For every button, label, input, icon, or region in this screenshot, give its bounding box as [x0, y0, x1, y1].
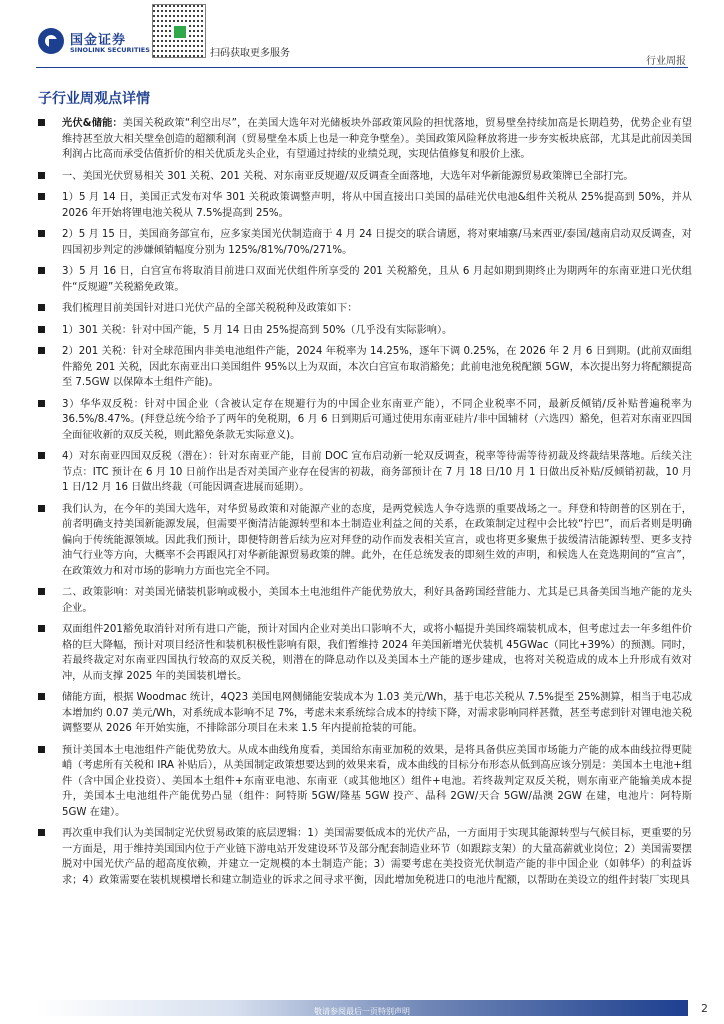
paragraph [38, 622, 692, 684]
bullet-square-icon [38, 119, 45, 126]
paragraph [38, 585, 692, 616]
bullet-square-icon [38, 347, 45, 354]
paragraph [38, 227, 692, 258]
paragraph-text: 4）对东南亚四国双反税（潜在）：针对东南亚产能，目前 DOC 宣布启动新一轮双反调查，税率等待需等待初裁及终裁结果落地。后续关注节点：ITC 预计在 6 月 10 日前作出是否对美国产业存在侵害的初裁，商务部预计在 7 月 18 日/10 月 1 日做出反补贴/反倾销初裁，10 月 1 日/12 月 16 日做出终裁（可能因调查进展而延期）。 [62, 451, 692, 493]
bullet-square-icon [38, 230, 45, 237]
paragraph [38, 264, 692, 295]
section-title: 子行业周观点详情 [38, 91, 150, 107]
qr-caption: 扫码获取更多服务 [210, 48, 290, 59]
paragraph [38, 690, 692, 737]
bullet-square-icon [38, 400, 45, 407]
logo-brand-cn: 国金证券 [70, 33, 127, 48]
paragraph-text: 储能方面，根据 Woodmac 统计，4Q23 美国电网侧储能安装成本为 1.03 美元/Wh，基于电芯关税从 7.5%提至 25%测算，相当于电芯成本增加约 0.07 美元/Wh，对系统成本影响不足 7%，考虑未来系统综合成本的持续下降，对需求影响同样甚微，甚至考虑到针对锂电池关税调整要从 2026 年开始实施，不排除部分项目在未来 1.5 年内提前抢装的可能。 [62, 692, 692, 734]
bullet-square-icon [38, 505, 45, 512]
bullet-square-icon [38, 625, 45, 632]
bullet-square-icon [38, 693, 45, 700]
bullet-square-icon [38, 304, 45, 311]
bullet-square-icon [38, 588, 45, 595]
report-type-label: 行业周报 [646, 56, 686, 67]
report-body [38, 116, 692, 894]
page-number: 2 [701, 1002, 708, 1015]
qr-code-icon[interactable] [152, 4, 206, 58]
page-header [0, 0, 724, 68]
footer-disclaimer: 敬请参阅最后一页特别声明 [314, 1007, 410, 1016]
paragraph-text: 二、政策影响：对美国光储装机影响或极小，美国本土电池组件产能优势放大，利好具备跨国经营能力、尤其是已具备美国当地产能的龙头企业。 [62, 587, 692, 614]
paragraph-lead: 光伏&储能： [62, 118, 123, 129]
paragraph-text: 美国关税政策“利空出尽”，在美国大选年对光储板块外部政策风险的担忧落地，贸易壁垒持续加高是长期趋势，优势企业有望维持甚至放大相关壁垒创造的超额利润（贸易壁垒本质上也是一种竞争壁垒）。美国政策风险释放将进一步夯实板块底部，尤其是此前因美国利润占比高而承受估值折价的相关优质龙头企业，有望通过持续的业绩兑现，实现估值修复和股价上涨。 [62, 118, 692, 160]
bullet-square-icon [38, 746, 45, 753]
paragraph-text: 2）5 月 15 日，美国商务部宣布，应多家美国光伏制造商于 4 月 24 日提交的联合请愿，将对柬埔寨/马来西亚/泰国/越南启动双反调查，对四国初步判定的涉嫌倾销幅度分别为 125%/81%/70%/271%。 [62, 229, 692, 256]
logo-mark-icon [38, 28, 64, 54]
paragraph-text: 2）201 关税：针对全球范围内非美电池组件产能，2024 年税率为 14.25%，逐年下调 0.25%，在 2026 年 2 月 6 日到期。(此前双面组件豁免 201 关税，因此东南亚出口美国组件 95%以上为双面，本次白宫宣布取消豁免；此前电池免税配额 5GW，本次提出努力将配额提高至 7.5GW 以保障本土组件产能)。 [62, 346, 692, 388]
bullet-square-icon [38, 193, 45, 200]
paragraph-text: 1）5 月 14 日，美国正式发布对华 301 关税政策调整声明，将从中国直接出口美国的晶硅光伏电池&组件关税从 25%提高到 50%，并从 2026 年开始将锂电池关税从 7.5%提高到 25%。 [62, 192, 692, 219]
paragraph-text: 一、美国光伏贸易相关 301 关税、201 关税、对东南亚反规避/双反调查全面落地，大选年对华新能源贸易政策牌已全部打完。 [62, 170, 634, 182]
paragraph [38, 743, 692, 821]
paragraph-text: 预计美国本土电池组件产能优势放大。从成本曲线角度看，美国给东南亚加税的效果，是将具备供应美国市场能力产能的成本曲线拉得更陡峭（考虑所有关税和 IRA 补贴后），从美国制定政策想要达到的效果来看，成本曲线的目标分布形态从低到高应该分别是：美国本土电池+组件（含中国企业投资）、美国本土组件+东南亚电池、东南亚（或其他地区）组件+电池。若终裁判定双反关税，则东南亚产能输美成本提升，美国本土电池组件产能优势凸显（组件：阿特斯 5GW/隆基 5GW 投产、晶科 2GW/天合 5GW/晶澳 2GW 在建，电池片：阿特斯 5GW 在建）。 [62, 744, 692, 818]
paragraph [38, 449, 692, 496]
paragraph [38, 502, 692, 580]
bullet-square-icon [38, 326, 45, 333]
bullet-square-icon [38, 829, 45, 836]
header-divider [36, 67, 688, 68]
paragraph-text: 双面组件201豁免取消针对所有进口产能，预计对国内企业对美出口影响不大，或将小幅提升美国终端装机成本，但考虑过去一年多组件价格的巨大降幅，预计对项目经济性和装机积极性影响有限，我们暂维持 2024 年美国新增光伏装机 45GWac（同比+39%）的预测。同时，若最终裁定对东南亚四国执行较高的双反关税，则潜在的降息动作以及美国本土产能的逐步建成，也将对关税造成的成本上升形成有效对冲，从而支撑 2025 年的美国装机增长。 [62, 624, 692, 682]
paragraph-text: 我们梳理目前美国针对进口光伏产品的全部关税税种及政策如下： [62, 303, 358, 314]
logo-brand-en: SINOLINK SECURITIES [70, 46, 150, 54]
paragraph [38, 826, 692, 888]
company-logo [38, 28, 150, 60]
paragraph-text: 3）5 月 16 日，白宫宣布将取消目前进口双面光伏组件所享受的 201 关税豁免，且从 6 月起如期到期终止为期两年的东南亚进口光伏组件“反规避”关税豁免政策。 [62, 266, 692, 293]
paragraph [38, 323, 692, 339]
paragraph-text: 再次重申我们认为美国制定光伏贸易政策的底层逻辑：1）美国需要低成本的光伏产品，一方面用于实现其能源转型与气候目标，更重要的另一方面是，用于维持美国国内位于产业链下游电站开发建设环节及部分配套制造业环节（如跟踪支架）的大量高薪就业岗位；2）美国需要摆脱对中国光伏产品的超高度依赖，并建立一定规模的本土制造产能；3）需要考虑在美投资光伏制造产能的非中国企业（如韩华）的利益诉求；4）政策需要在装机规模增长和建立制造业的诉求之间寻求平衡，因此增加免税进口的电池片配额，以帮助在美设立的组件封装厂实现具 [62, 828, 692, 886]
paragraph [38, 169, 692, 185]
paragraph [38, 397, 692, 444]
paragraph [38, 301, 692, 317]
paragraph [38, 190, 692, 221]
paragraph-text: 1）301 关税：针对中国产能，5 月 14 日由 25%提高到 50%（几乎没有实际影响）。 [62, 324, 453, 336]
paragraph-text: 我们认为，在今年的美国大选年，对华贸易政策和对能源产业的态度，是两党候选人争夺选票的重要战场之一。拜登和特朗普的区别在于，前者明确支持美国新能源发展，但需要平衡清洁能源转型和本土制造业利益之间的关系，在政策制定过程中会比较“拧巴”，而后者则是明确偏向于传统能源领域。因此我们预计，即便特朗普后续为应对拜登的动作而发表相关宣言，或也将更多聚焦于拔缓清洁能源转型、更多支持油气行业等方向，大概率不会再跟风打对华新能源贸易政策的牌。此外，在任总统发表的即刻生效的声明，和候选人在竞选期间的“宣言”，在政策效力和对市场的影响力方面也完全不同。 [62, 503, 692, 577]
paragraph [38, 116, 692, 163]
wechat-logo-icon [173, 25, 187, 39]
paragraph-text: 3）华华双反税：针对中国企业（含被认定存在规避行为的中国企业东南亚产能），不同企业税率不同，最新反倾销/反补贴普遍税率为 36.5%/8.47%。(拜登总统今给予了两年的免税期，6 月 6 日到期后可通过使用东南亚硅片/非中国辅材（六选四）豁免，但若对东南亚四国全面征收新的双反关税，则此豁免条款无实际意义)。 [62, 398, 692, 441]
bullet-square-icon [38, 172, 45, 179]
bullet-square-icon [38, 452, 45, 459]
paragraph [38, 344, 692, 391]
bullet-square-icon [38, 267, 45, 274]
